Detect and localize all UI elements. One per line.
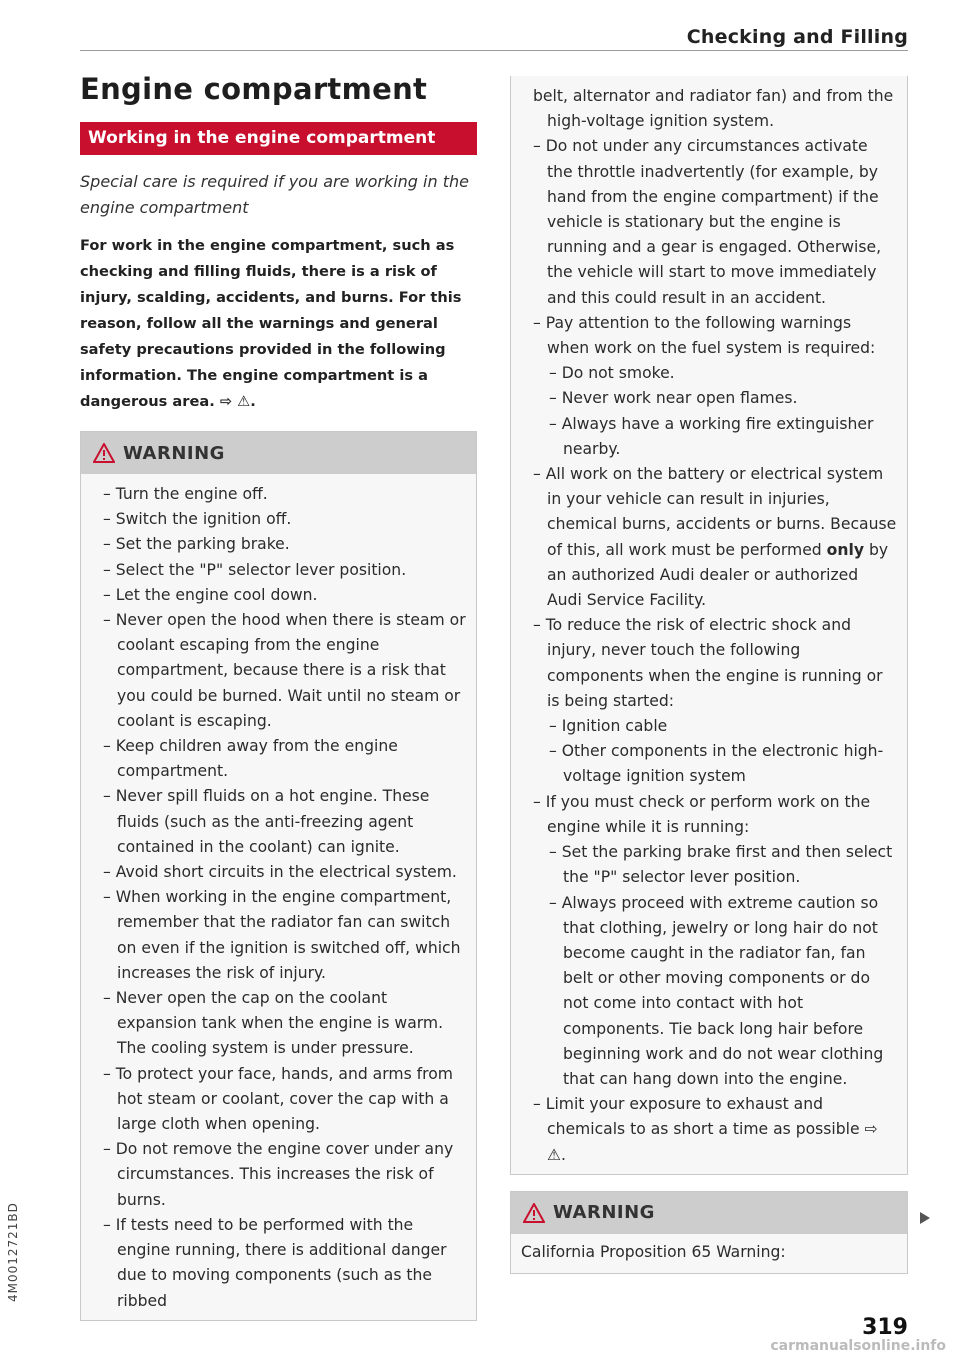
warning-sub-item: – Ignition cable	[549, 717, 668, 736]
warning-item: – Switch the ignition off.	[103, 510, 292, 529]
right-column	[510, 76, 908, 1274]
warning-sub-item: – Do not smoke.	[549, 364, 675, 383]
warning-item: – Turn the engine off.	[103, 485, 268, 503]
warning-list-continued	[511, 76, 907, 1174]
warning-triangle-icon	[93, 443, 115, 463]
safety-paragraph: For work in the engine compartment, such as checking and filling fluids, there is a risk of injury, scalding, accidents, and burns. For this reason, follow all the warnings and general safety precautions provided in the following information. The engine compartment is a dangerous area. ⇨ ⚠.	[80, 237, 462, 410]
section-title-bar: Working in the engine compartment	[80, 122, 477, 155]
warning-list	[81, 474, 476, 1320]
header-section-title: Checking and Filling	[686, 26, 908, 48]
continue-arrow-icon	[920, 1212, 930, 1224]
warning-item: – Never spill fluids on a hot engine. These fluids (such as the anti-freezing agent contained in the coolant) can ignite.	[103, 787, 430, 856]
document-code: 4M0012721BD	[6, 1202, 20, 1302]
warning-sub-item: – Always proceed with extreme caution so that clothing, jewelry or long hair do not become caught in the radiator fan, fan belt or other moving components or do not come into contact with hot components. Tie back long hair before beginning work and do not wear clothing that can hang down into the engine.	[549, 893, 884, 1088]
warning-item: – Keep children away from the engine compartment.	[103, 737, 398, 781]
page-number: 319	[862, 1315, 908, 1340]
warning-triangle-icon	[523, 1203, 545, 1223]
warning-box-continued	[510, 76, 908, 1175]
warning-title: WARNING	[123, 442, 225, 464]
warning-item: – Pay attention to the following warnings when work on the fuel system is required:	[533, 313, 876, 358]
warning-item-battery	[523, 462, 897, 613]
warning-sub-item: – Other components in the electronic high-voltage ignition system	[549, 742, 884, 786]
battery-text-bold: only	[826, 540, 864, 559]
warning-item: – Do not under any circumstances activate the throttle inadvertently (for example, by hand from the engine compartment) if the vehicle is stationary but the engine is running and a gear is engaged. Otherwise, the vehicle will start to move immediately and this could result in an accident.	[533, 137, 882, 307]
battery-text-pre: – All work on the battery or electrical system in your vehicle can result in injuries, chemical burns, accidents or burns. Because of this, all work must be performed	[533, 465, 897, 559]
warning-item: – If you must check or perform work on the engine while it is running:	[533, 792, 871, 836]
warning-item: – Let the engine cool down.	[103, 585, 318, 604]
header-rule	[80, 50, 908, 51]
warning-item-continuation: belt, alternator and radiator fan) and from the high-voltage ignition system.	[533, 87, 894, 131]
warning-header-2	[511, 1192, 907, 1234]
chapter-title: Engine compartment	[80, 72, 428, 106]
warning-sub-item: – Set the parking brake first and then select the "P" selector lever position.	[549, 843, 893, 887]
battery-text-post: by an authorized Audi dealer or authorized Audi Service Facility.	[547, 540, 889, 610]
warning-item: – To protect your face, hands, and arms from hot steam or coolant, cover the cap with a large cloth when opening.	[103, 1064, 453, 1134]
warning-box-2	[510, 1191, 908, 1274]
left-column	[80, 72, 477, 1321]
warning-item: – Limit your exposure to exhaust and chemicals to as short a time as possible ⇨ ⚠.	[533, 1095, 878, 1164]
warning-box	[80, 431, 477, 1321]
warning-item: – Never open the cap on the coolant expansion tank when the engine is warm. The cooling system is under pressure.	[103, 989, 444, 1058]
warning-item: – If tests need to be performed with the engine running, there is additional danger due to moving components (such as the ribbed	[103, 1215, 447, 1310]
watermark: carmanualsonline.info	[770, 1338, 946, 1354]
warning-title-2: WARNING	[553, 1202, 655, 1224]
warning-item: – Set the parking brake.	[103, 535, 290, 554]
warning-item: – Never open the hood when there is steam or coolant escaping from the engine compartment, because there is a risk that you could be burned. Wait until no steam or coolant is escaping.	[103, 611, 466, 730]
warning-item: – Select the "P" selector lever position.	[103, 560, 407, 579]
intro-text: Special care is required if you are working in the engine compartment	[80, 172, 469, 217]
warning-header	[81, 432, 476, 474]
warning-sub-item: – Never work near open flames.	[549, 389, 798, 408]
warning-item: – When working in the engine compartment, remember that the radiator fan can switch on even if the ignition is switched off, which increases the risk of injury.	[103, 888, 461, 982]
warning-sub-item: – Always have a working fire extinguisher nearby.	[549, 414, 874, 458]
warning-2-text: California Proposition 65 Warning:	[521, 1242, 786, 1261]
warning-item: – Avoid short circuits in the electrical system.	[103, 863, 457, 882]
warning-item: – To reduce the risk of electric shock and injury, never touch the following components when the engine is running or is being started:	[533, 616, 883, 710]
warning-item: – Do not remove the engine cover under any circumstances. This increases the risk of burns.	[103, 1140, 454, 1209]
